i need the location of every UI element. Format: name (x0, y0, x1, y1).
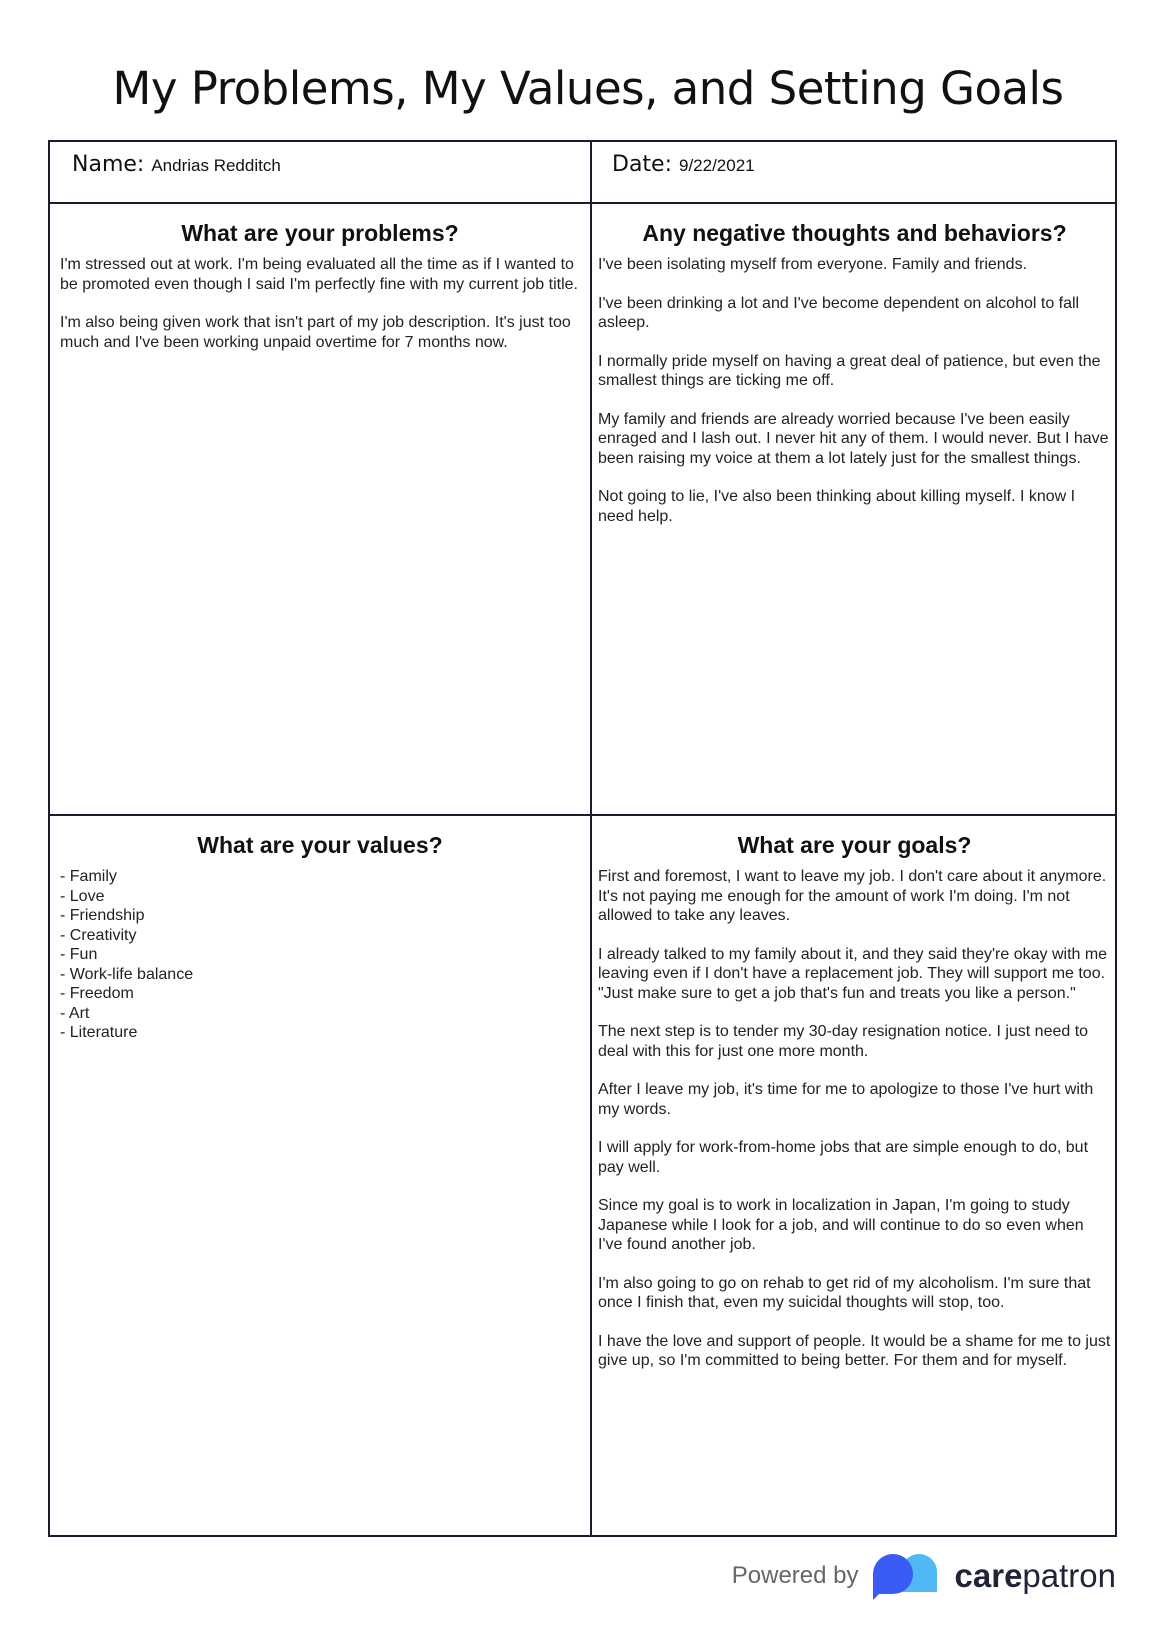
list-item: - Fun (60, 946, 98, 963)
powered-by-footer (732, 1552, 1116, 1600)
problems-section: What are your problems? I'm stressed out at work. I'm being evaluated all the time as if I wanted to be promoted even though I said I'm perfectly fine with my current job title. I'm also being given work that isn't part of my job description. It's just too much and I've been working unpaid overtime for 7 months now. (50, 204, 590, 371)
date-value: 9/22/2021 (679, 156, 755, 175)
list-item: - Creativity (60, 926, 137, 944)
powered-by-text: Powered by (731, 1562, 859, 1589)
list-item: - Friendship (60, 907, 145, 924)
values-section (50, 816, 590, 1043)
goals-heading: What are your goals? (737, 832, 972, 858)
worksheet-table (48, 140, 1117, 1537)
name-field: Name: Andrias Redditch (72, 152, 281, 177)
list-item: - Literature (60, 1024, 138, 1041)
page-title: My Problems, My Values, and Setting Goals (112, 62, 1064, 115)
list-item: - Work-life balance (60, 965, 194, 983)
list-item: - Love (60, 887, 105, 905)
problems-heading: What are your problems? (181, 220, 459, 246)
name-value: Andrias Redditch (151, 156, 281, 175)
date-field: Date: 9/22/2021 (612, 152, 755, 177)
carepatron-wordmark: carepatron (954, 1557, 1116, 1594)
negative-heading: Any negative thoughts and behaviors? (642, 220, 1067, 246)
list-item: - Freedom (60, 985, 134, 1002)
list-item: - Art (60, 1004, 90, 1022)
values-list (60, 867, 580, 1043)
values-heading: What are your values? (197, 832, 443, 858)
goals-section: What are your goals? First and foremost, I want to leave my job. I don't care about it anymore. It's not paying me enough for the amount of work I'm doing. I'm not allowed to take any leaves. I already talked to my family about it, and they said they're okay with me leaving even if I don't have a replacement job. They will support me too. "Just make sure to get a job that's fun and treats you like a person." The next step is to tender my 30-day resignation notice. I just need to deal with this for just one more month. After I leave my job, it's time for me to apologize to those I've hurt with my words. I will apply for work-from-home jobs that are simple enough to do, but pay well. Since my goal is to work in localization in Japan, I'm going to study Japanese while I look for a job, and will continue to do so even when I've found another job. I'm also going to go on rehab to get rid of my alcoholism. I'm sure that once I finish that, even my suicidal thoughts will stop, too. I have the love and support of people. It would be a shame for me to just give up, so I'm committed to being better. For them and for myself. (598, 832, 1111, 1369)
negative-thoughts-section: Any negative thoughts and behaviors? I've been isolating myself from everyone. Family and friends. I've been drinking a lot and I've become dependent on alcohol to fall asleep. I normally pride myself on having a great deal of patience, but even the smallest things are ticking me off. My family and friends are already worried because I've been easily enraged and I lash out. I never hit any of them. I would never. But I have been raising my voice at them a lot lately just for the smallest things. Not going to lie, I've also been thinking about killing myself. I know I need help. (592, 204, 1117, 545)
carepatron-logo-icon (871, 1552, 943, 1600)
list-item: - Family (60, 868, 117, 885)
